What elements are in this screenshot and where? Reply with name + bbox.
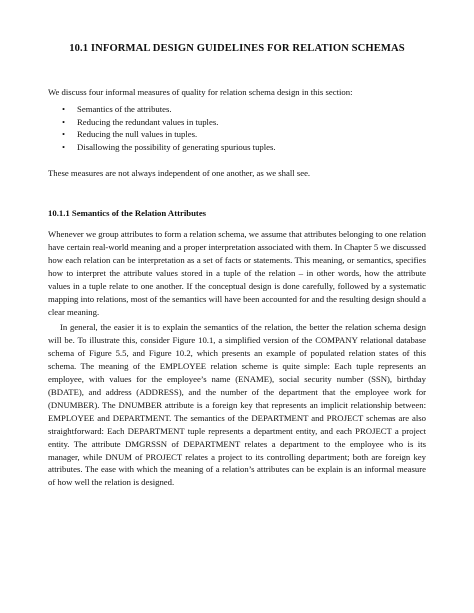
section-heading: 10.1.1 Semantics of the Relation Attributes — [48, 208, 207, 218]
bullet-icon: • — [62, 116, 66, 127]
list-item-text: Reducing the null values in tuples. — [77, 129, 198, 140]
list-item — [48, 128, 426, 141]
intro-text: We discuss four informal measures of quality for relation schema design in this section: — [48, 87, 353, 97]
quality-measures-list — [48, 103, 426, 153]
bullet-icon: • — [62, 129, 66, 140]
list-item — [48, 116, 426, 129]
paragraph-1: Whenever we group attributes to form a relation schema, we assume that attributes belonging to one relation have certain real-world meaning and a proper interpretation associated with them. In Chapter 5 we discussed how each relation can be interpretation as a set of facts or statements. This meaning, or semantics, specifies how to interpret the attribute values stored in a tuple of the relation – in other words, how the attribute values in a tuple relate to one another. If the conceptual design is done carefully, followed by a systematic mapping into relations, most of the semantics will have been accounted for and the resulting design should a clear meaning. — [48, 229, 426, 317]
list-item-text: Reducing the redundant values in tuples. — [77, 116, 219, 127]
list-item — [48, 103, 426, 116]
list-item-text: Semantics of the attributes. — [77, 104, 172, 114]
bullet-icon: • — [62, 141, 66, 152]
page-title: 10.1 INFORMAL DESIGN GUIDELINES FOR RELATION SCHEMAS — [69, 43, 405, 54]
paragraph-2: In general, the easier it is to explain the semantics of the relation, the better the relation schema design will be. To illustrate this, consider Figure 10.1, a simplified version of the COMPANY relational database schema of Figure 5.5, and Figure 10.2, which presents an example of populated relation states of this schema. The meaning of the EMPLOYEE relation scheme is quite simple: Each tuple represents an employee, with values for the employee’s name (ENAME), social security number (SSN), birthday (BDATE), and address (ADDRESS), and the number of the department that the employee work for (DNUMBER). The DNUMBER attribute is a foreign key that represents an implicit relationship between: EMPLOYEE and DEPARTMENT. The semantics of the DEPARTMENT and PROJECT schemas are also straightforward: Each DEPARTMENT tuple represents a department entity, and each PROJECT a project entity. The attribute DMGRSSN of DEPARTMENT relates a department to the employee who is its manager, while DNUM of PROJECT relates a project to its controlling department; both are foreign key attributes. The ease with which the meaning of a relation’s attributes can be explain is an informal measure of how well the relation is designed. — [48, 322, 426, 488]
independence-note: These measures are not always independent of one another, as we shall see. — [48, 168, 311, 178]
list-item-text: Disallowing the possibility of generating spurious tuples. — [77, 141, 276, 152]
bullet-icon: • — [62, 104, 66, 114]
list-item — [48, 141, 426, 154]
